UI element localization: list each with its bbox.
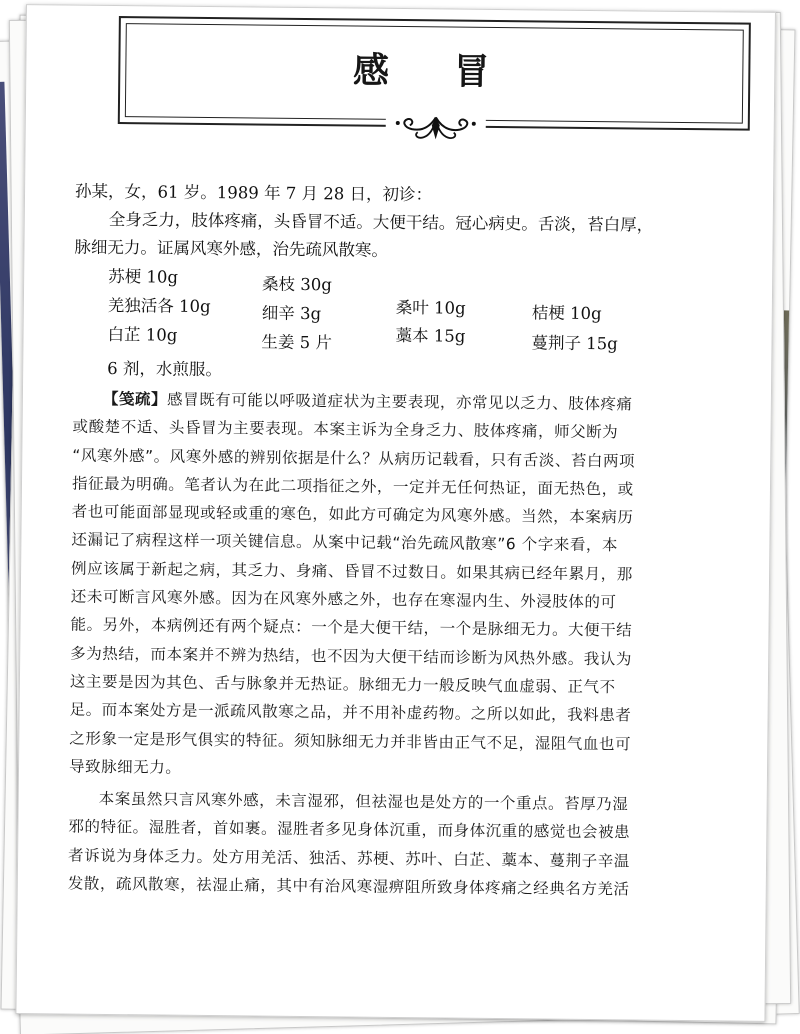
commentary-line: 或酸楚不适、头昏冒为主要表现。本案主诉为全身乏力、肢体疼痛，师父断为	[72, 417, 619, 442]
commentary-line: 之形象一定是形气俱实的特征。须知脉细无力并非皆由正气不足，湿阻气血也可	[69, 729, 632, 754]
commentary-line: 足。而本案处方是一派疏风散寒之品，并不用补虚药物。之所以如此，我料患者	[69, 700, 632, 725]
ornament-icon	[386, 113, 486, 144]
commentary-line: 者诉说为身体乏力。处方用羌活、独活、苏梗、苏叶、白芷、藁本、蔓荆子辛温	[68, 846, 630, 871]
commentary-line: 邪的特征。湿胜者，首如裹。湿胜者多见身体沉重，而身体沉重的感觉也会被患	[68, 818, 631, 842]
herb-item: 蔓荆子 15g	[531, 333, 618, 354]
herb-item: 苏梗 10g	[108, 266, 179, 287]
commentary-line: 还未可断言风寒外感。因为在风寒外感之外，也存在寒湿内生、外浸肢体的可	[70, 587, 617, 612]
page-title: 感 冒	[352, 50, 516, 94]
commentary-line: 导致脉细无力。	[68, 757, 182, 777]
commentary	[68, 385, 723, 905]
herb-item: 羌独活各 10g	[107, 295, 211, 317]
commentary-text: 感冒既有可能以呼吸道症状为主要表现，亦常见以乏力、肢体疼痛	[166, 390, 633, 414]
commentary-line: 发散，疏风散寒，祛湿止痛，其中有治风寒湿痹阻所致身体疼痛之经典名方羌活	[67, 874, 630, 899]
commentary-line: “风寒外感”。风寒外感的辨别依据是什么？从病历记载看，只有舌淡、苔白两项	[72, 446, 636, 471]
commentary-line: 者也可能面部显现或轻或重的寒色，如此方可确定为风寒外感。当然，本案病历	[71, 502, 634, 527]
herb-item: 桑枝 30g	[262, 274, 333, 295]
herb-item: 桔梗 10g	[531, 303, 602, 324]
usage-instructions: 6 剂，水煎服。	[107, 358, 223, 380]
commentary-line: 这主要是因为其色、舌与脉象并无热证。脉细无力一般反映气血虚弱、正气不	[69, 672, 616, 697]
herb-item: 白芷 10g	[107, 324, 178, 345]
case-intro: 孙某，女，61 岁。1989 年 7 月 28 日，初诊：	[74, 181, 433, 205]
herb-item: 细辛 3g	[261, 303, 322, 324]
commentary-label: 【笺疏】	[102, 389, 168, 409]
page-content	[68, 178, 726, 905]
prescription	[107, 263, 724, 361]
case-diagnosis: 脉细无力。证属风寒外感，治先疏风散寒。	[74, 237, 389, 260]
commentary-line: 能。另外，本病例还有两个疑点：一个是大便干结，一个是脉细无力。大便干结	[70, 615, 633, 640]
commentary-line: 例应该属于新起之病，其乏力、身痛、昏冒不过数日。如果其病已经年累月，那	[71, 559, 633, 584]
book-page	[15, 4, 776, 1022]
commentary-line: 本案虽然只言风寒外感，未言湿邪，但祛湿也是处方的一个重点。苔厚乃湿	[98, 790, 629, 814]
commentary-line: 指征最为明确。笔者认为在此二项指征之外，一定并无任何热证，面无热色，或	[71, 474, 634, 499]
herb-item: 生姜 5 片	[261, 332, 333, 353]
commentary-line: 还漏记了病程这样一项关键信息。从案中记载“治先疏风散寒”6 个字来看，本	[71, 531, 619, 555]
case-symptoms: 全身乏力，肢体疼痛，头昏冒不适。大便干结。冠心病史。舌淡，苔白厚，	[108, 209, 654, 235]
commentary-line: 多为热结，而本案并不辨为热结，也不因为大便干结而诊断为风热外感。我认为	[70, 644, 633, 669]
herb-item: 藁本 15g	[395, 325, 466, 346]
herb-item: 桑叶 10g	[395, 297, 466, 318]
